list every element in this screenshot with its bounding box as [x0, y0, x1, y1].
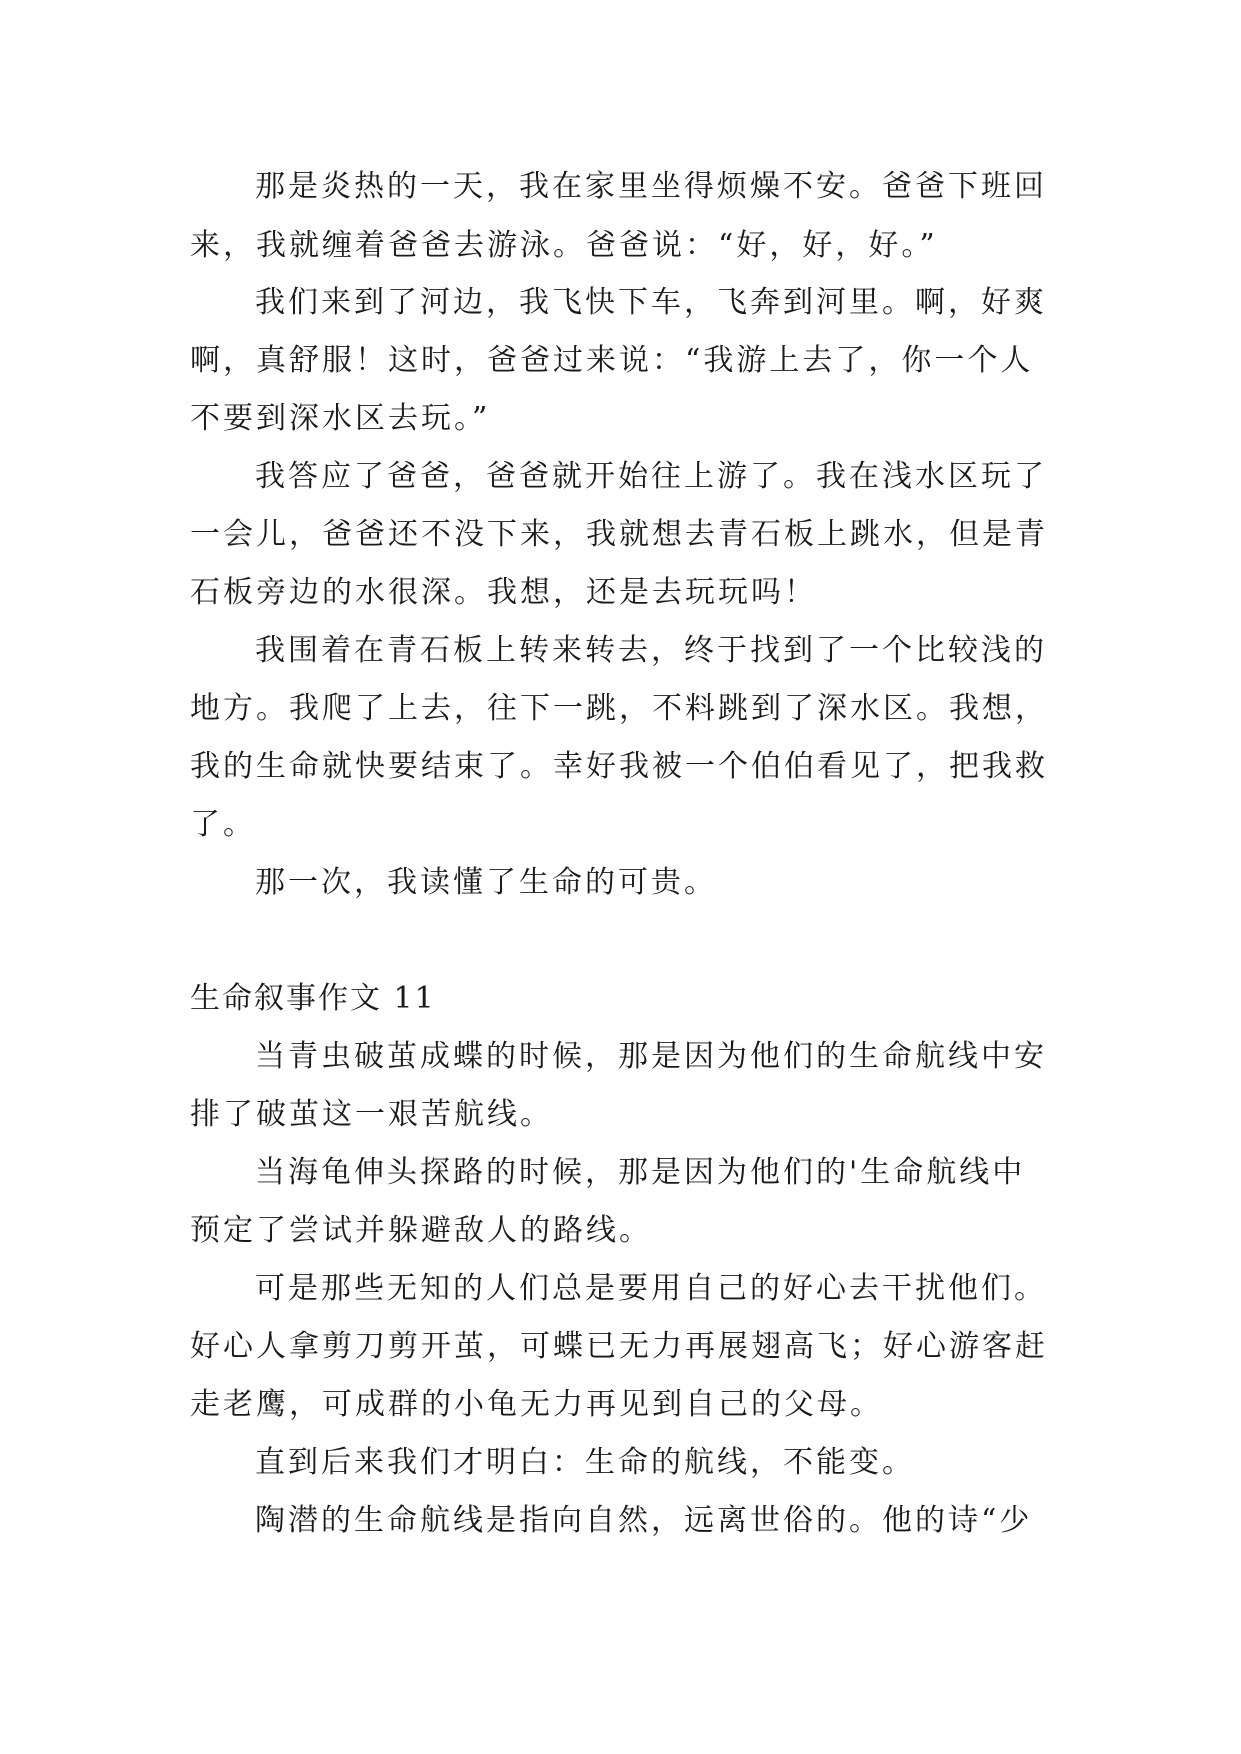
paragraph-line: 不要到深水区去玩。” [190, 401, 491, 436]
paragraph-line: 预定了尝试并躲避敌人的路线。 [190, 1213, 652, 1248]
paragraph-line: 我们来到了河边，我飞快下车，飞奔到河里。啊，好爽 [255, 285, 1047, 320]
paragraph-line: 了。 [190, 807, 256, 842]
paragraph-line: 排了破茧这一艰苦航线。 [190, 1097, 553, 1132]
paragraph-line: 好心人拿剪刀剪开茧，可蝶已无力再展翅高飞；好心游客赶 [190, 1329, 1048, 1364]
paragraph-line: 走老鹰，可成群的小龟无力再见到自己的父母。 [190, 1387, 883, 1422]
paragraph-line: 我的生命就快要结束了。幸好我被一个伯伯看见了，把我救 [190, 749, 1048, 784]
paragraph-line: 当青虫破茧成蝶的时候，那是因为他们的生命航线中安 [255, 1039, 1047, 1074]
paragraph-line: 来，我就缠着爸爸去游泳。爸爸说：“好，好，好。” [190, 228, 938, 263]
paragraph-line: 啊，真舒服！这时，爸爸过来说：“我游上去了，你一个人 [190, 343, 1034, 378]
paragraph-line: 陶潜的生命航线是指向自然，远离世俗的。他的诗“少 [255, 1503, 1033, 1538]
section-heading: 生命叙事作文 11 [190, 981, 436, 1016]
paragraph-line: 可是那些无知的人们总是要用自己的好心去干扰他们。 [255, 1271, 1047, 1306]
paragraph-line: 地方。我爬了上去，往下一跳，不料跳到了深水区。我想， [190, 691, 1048, 726]
paragraph-line: 我答应了爸爸，爸爸就开始往上游了。我在浅水区玩了 [255, 459, 1047, 494]
paragraph-line: 我围着在青石板上转来转去，终于找到了一个比较浅的 [255, 633, 1047, 668]
paragraph-line: 石板旁边的水很深。我想，还是去玩玩吗！ [190, 575, 817, 610]
paragraph-line: 当海龟伸头探路的时候，那是因为他们的'生命航线中 [255, 1155, 1026, 1190]
paragraph-line: 那一次，我读懂了生命的可贵。 [255, 865, 717, 900]
paragraph-line: 一会儿，爸爸还不没下来，我就想去青石板上跳水，但是青 [190, 517, 1048, 552]
paragraph-line: 那是炎热的一天，我在家里坐得烦燥不安。爸爸下班回 [255, 169, 1047, 204]
paragraph-line: 直到后来我们才明白：生命的航线，不能变。 [255, 1445, 915, 1480]
